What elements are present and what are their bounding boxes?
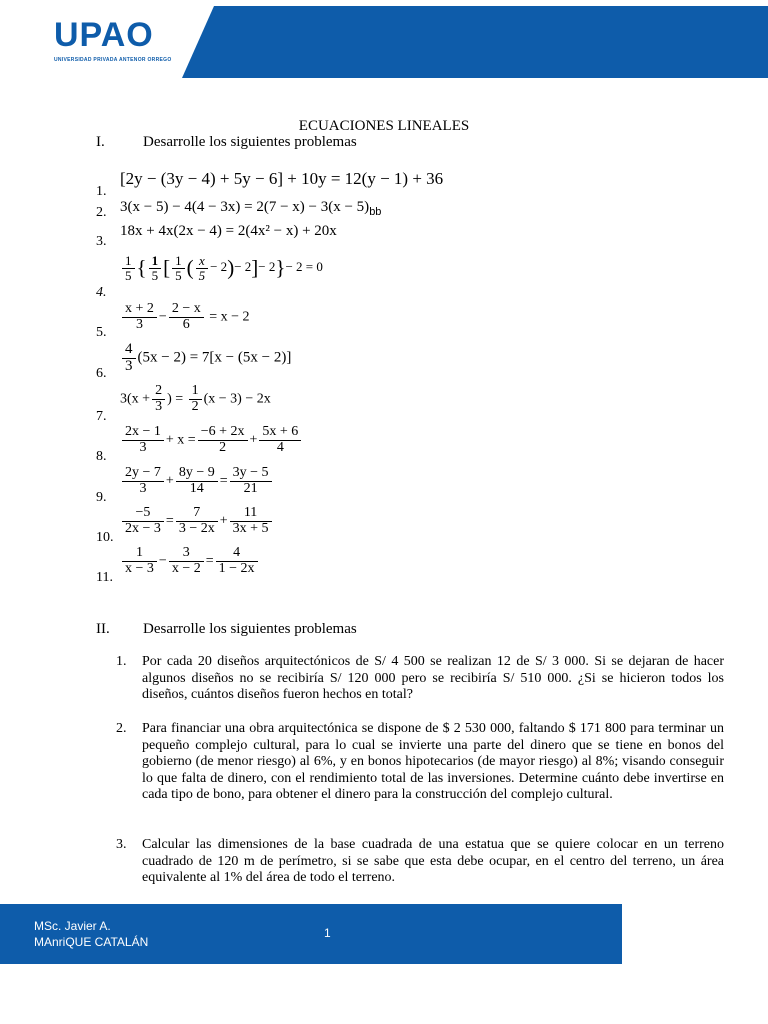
eq4-f3-num: 1 (172, 254, 185, 269)
eq11-op: − (158, 553, 167, 569)
eq7-mid: ) = (167, 391, 184, 407)
eq9-c-num: 3y − 5 (230, 466, 272, 482)
eq10-a-den: 2x − 3 (125, 520, 161, 536)
eq4-f2-num: 1 (149, 254, 162, 269)
eq5-a-num: x + 2 (122, 302, 157, 318)
eq8-b-den: 2 (219, 439, 227, 455)
eq7-open: 3(x + (120, 391, 151, 407)
equation-2-suffix: bb (369, 206, 382, 218)
equation-7 (120, 384, 271, 414)
eq8-mid: + x = (165, 432, 196, 448)
eq11-frac-b (169, 546, 204, 576)
equation-1: [2y − (3y − 4) + 5y − 6] + 10y = 12(y − 1) + 36 (120, 169, 444, 188)
equation-11 (120, 546, 260, 576)
eq-2-number: 2. (96, 205, 107, 220)
eq4-paren-close: ) (227, 255, 235, 280)
eq10-frac-b (176, 506, 218, 536)
eq-11-number: 11. (96, 570, 113, 585)
eq4-minus-1: − 2 (210, 259, 228, 275)
eq4-frac-3 (172, 254, 185, 282)
section-1-heading: Desarrolle los siguientes problemas (143, 134, 357, 150)
eq4-tail: − 2 = 0 (285, 259, 323, 275)
eq8-op: + (249, 432, 258, 448)
problem-1 (116, 654, 724, 704)
eq-6-number: 6. (96, 366, 107, 381)
eq11-frac-a (122, 546, 157, 576)
eq4-f1-den: 5 (125, 267, 132, 283)
eq5-rhs: = x − 2 (209, 309, 250, 325)
problem-2-number: 2. (116, 721, 127, 736)
eq10-b-num: 7 (176, 506, 218, 522)
eq10-c-den: 3x + 5 (232, 520, 269, 536)
eq11-b-den: x − 2 (171, 560, 201, 576)
eq4-f2-den: 5 (151, 267, 159, 283)
eq9-a-num: 2y − 7 (122, 466, 164, 482)
eq6-rest: (5x − 2) = 7[x − (5x − 2)] (137, 349, 292, 366)
eq-10-number: 10. (96, 530, 114, 545)
problem-3 (116, 837, 724, 887)
author-line-2: MAnriQUE CATALÁN (34, 935, 149, 949)
eq5-b-den: 6 (182, 316, 190, 332)
eq4-paren-open: ( (186, 255, 194, 280)
eq10-frac-a (122, 506, 164, 536)
equation-5 (120, 302, 250, 332)
eq7-rest: (x − 3) − 2x (203, 391, 271, 407)
eq4-f4-den: 5 (198, 267, 206, 283)
header-bar (30, 6, 768, 78)
eq11-a-num: 1 (122, 546, 157, 562)
eq9-a-den: 3 (139, 480, 147, 496)
eq4-bracket-close: ] (251, 255, 259, 280)
eq-1-number: 1. (96, 184, 107, 199)
eq10-c-num: 11 (230, 506, 272, 522)
eq4-brace-close: } (275, 255, 286, 280)
problem-1-number: 1. (116, 654, 127, 669)
eq4-f3-den: 5 (175, 267, 182, 283)
eq5-a-den: 3 (135, 316, 143, 332)
eq5-frac-b (169, 302, 204, 332)
eq7-h-num: 1 (189, 384, 202, 400)
upao-logo: UPAO (54, 16, 154, 54)
eq8-b-num: −6 + 2x (198, 425, 248, 441)
eq4-bracket-open: [ (163, 255, 171, 280)
footer-author (34, 918, 194, 950)
equation-8 (120, 425, 303, 455)
equation-6 (120, 342, 291, 375)
eq9-eq: = (219, 473, 228, 489)
eq-4-number: 4. (96, 285, 107, 300)
eq8-frac-b (198, 425, 248, 455)
page-number: 1 (324, 926, 331, 940)
logo-subtitle: UNIVERSIDAD PRIVADA ANTENOR ORREGO (54, 57, 172, 63)
eq4-frac-4 (196, 254, 209, 282)
equation-4 (120, 254, 323, 282)
equation-2-text: 3(x − 5) − 4(4 − 3x) = 2(7 − x) − 3(x − 5) (120, 199, 370, 215)
footer-bar (0, 904, 622, 964)
eq8-frac-a (122, 425, 164, 455)
eq10-frac-c (230, 506, 272, 536)
eq11-frac-c (216, 546, 258, 576)
eq6-den: 3 (125, 357, 133, 374)
eq11-b-num: 3 (169, 546, 204, 562)
eq4-f4-num: x (196, 254, 209, 269)
eq11-c-num: 4 (216, 546, 258, 562)
problem-3-text: Calcular las dimensiones de la base cuadrada de una estatua que se quiere colocar en un terreno cuadrado de 120 m de perímetro, si se sabe que esta debe ocupar, en el centro del terreno, un área equivalente al 1% del área de todo el terreno. (142, 837, 724, 885)
problem-2 (116, 721, 724, 804)
equation-10 (120, 506, 274, 536)
author-line-1: MSc. Javier A. (34, 919, 111, 933)
eq6-frac (122, 342, 136, 375)
eq11-c-den: 1 − 2x (218, 560, 255, 576)
problem-2-text: Para financiar una obra arquitectónica se dispone de $ 2 530 000, faltando $ 171 800 para terminar un pequeño complejo cultural, para lo cual se invierte una parte del dinero que se tiene en bonos del gobierno (de menor riesgo) al 6%, y en bonos hipotecarios (de mayor riesgo) al 8%; visando conseguir lo que falta de dinero, con el rendimiento total de las inversiones. Determine cuánto debe invertirse en cada tipo de bono, para obtener el dinero para la construcción del complejo cultural. (142, 721, 724, 802)
eq10-b-den: 3 − 2x (178, 520, 215, 536)
eq-8-number: 8. (96, 449, 107, 464)
problem-1-text: Por cada 20 diseños arquitectónicos de S/ 4 500 se realizan 12 de S/ 3 000. Si se dejaran de hacer algunos diseños no se recibiría S/ 120 000 pero se recibiría S/ 510 000. ¿Si se hicieron todos los diseños, cuántos diseños fueron hechos en total? (142, 654, 724, 702)
eq8-a-num: 2x − 1 (122, 425, 164, 441)
logo-corner (182, 6, 214, 78)
eq5-b-num: 2 − x (169, 302, 204, 318)
eq8-c-den: 4 (276, 439, 284, 455)
eq11-a-den: x − 3 (125, 560, 154, 576)
eq9-frac-b (176, 466, 218, 496)
eq7-half-frac (189, 384, 202, 414)
eq-3-number: 3. (96, 234, 107, 249)
equation-9 (120, 466, 274, 496)
eq9-b-den: 14 (189, 480, 204, 496)
eq-9-number: 9. (96, 490, 107, 505)
eq10-a-num: −5 (122, 506, 164, 522)
equation-3: 18x + 4x(2x − 4) = 2(4x² − x) + 20x (120, 223, 337, 239)
eq4-frac-1 (122, 254, 135, 282)
eq7-in-den: 3 (155, 398, 163, 414)
eq9-b-num: 8y − 9 (176, 466, 218, 482)
eq9-frac-c (230, 466, 272, 496)
eq-7-number: 7. (96, 409, 107, 424)
section-2-roman: II. (96, 621, 110, 637)
eq8-a-den: 3 (139, 439, 147, 455)
section-2-heading: Desarrolle los siguientes problemas (143, 621, 357, 637)
eq7-in-num: 2 (152, 384, 165, 400)
eq10-eq: = (165, 513, 174, 529)
equation-2 (120, 199, 381, 216)
eq9-op: + (165, 473, 174, 489)
eq5-frac-a (122, 302, 157, 332)
eq4-brace-open: { (136, 255, 147, 280)
eq9-c-den: 21 (243, 480, 258, 496)
section-1-roman: I. (96, 134, 105, 150)
eq9-frac-a (122, 466, 164, 496)
eq7-h-den: 2 (191, 398, 199, 414)
eq7-inner-frac (152, 384, 165, 414)
eq8-c-num: 5x + 6 (259, 425, 301, 441)
eq6-num: 4 (122, 342, 136, 359)
document-title: ECUACIONES LINEALES (298, 118, 470, 134)
eq-5-number: 5. (96, 325, 107, 340)
problem-3-number: 3. (116, 837, 127, 852)
eq4-f1-num: 1 (122, 254, 135, 269)
eq11-eq: = (205, 553, 214, 569)
eq4-frac-2 (149, 254, 162, 282)
eq5-op: − (158, 309, 167, 325)
eq4-minus-2: − 2 (234, 259, 252, 275)
eq4-minus-3: − 2 (258, 259, 276, 275)
eq8-frac-c (259, 425, 301, 455)
eq10-op: + (219, 513, 228, 529)
